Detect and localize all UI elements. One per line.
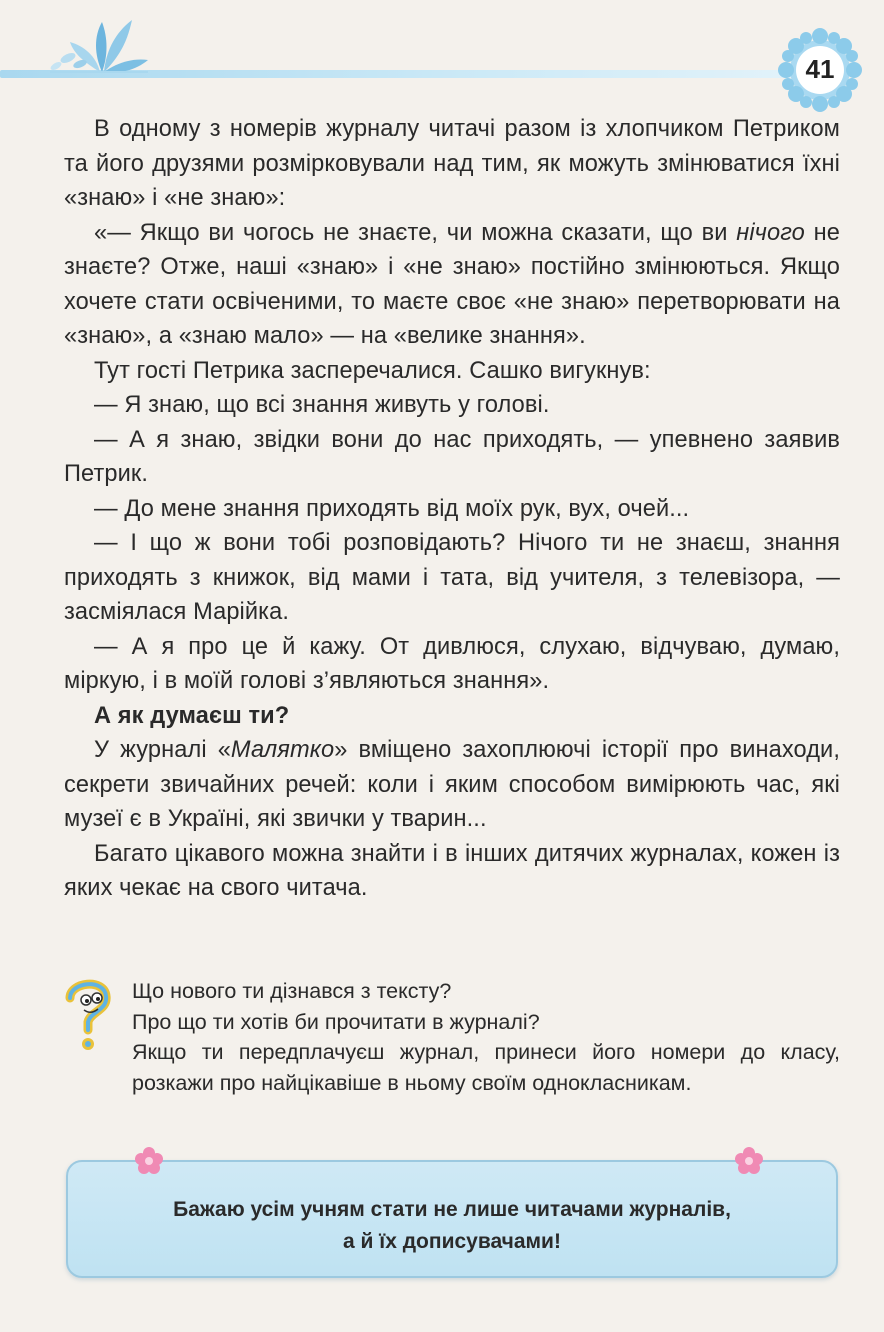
- closing-banner: [66, 1160, 838, 1278]
- page-number: 41: [805, 54, 835, 84]
- question-3: Якщо ти передплачуєш журнал, принеси його номери до класу, розкажи про найцікавіше в ньому своїм однокласникам.: [132, 1040, 840, 1095]
- banner-text: [68, 1194, 836, 1258]
- question-1: Що нового ти дізнався з тексту?: [132, 979, 452, 1003]
- section-heading: А як думаєш ти?: [94, 702, 290, 729]
- banner-line-2: а й їх дописувачами!: [343, 1230, 561, 1253]
- flower-icon-right: [734, 1146, 764, 1176]
- dialogue-line-3: — До мене знання приходять від моїх рук, вух, очей...: [94, 495, 690, 522]
- paragraph-malyatko: У журналі «Малятко» вміщено захоплюючі історії про винаходи, секрети звичайних речей: коли і яким способом вимірюють час, які музеї є в Україні, які звички у тварин...: [64, 737, 840, 832]
- flower-icon-left: [134, 1146, 164, 1176]
- banner-line-1: Бажаю усім учням стати не лише читачами журналів,: [173, 1198, 731, 1221]
- paragraph-quote-start: «— Якщо ви чогось не знаєте, чи можна сказати, що ви нічого не знаєте? Отже, наші «знаю» і «не знаю» постійно змінюються. Якщо хочете стати освіченими, то маєте своє «не знаю» перетворювати на «знаю», а «знаю мало» — на «велике знання».: [64, 219, 840, 349]
- question-2: Про що ти хотів би прочитати в журналі?: [132, 1009, 540, 1034]
- dialogue-line-2: — А я знаю, звідки вони до нас приходять, — упевнено заявив Петрик.: [64, 426, 840, 487]
- page-number-badge: [778, 28, 862, 112]
- dialogue-line-5: — А я про це й кажу. От дивлюся, слухаю, відчуваю, думаю, міркую, і в моїй голові з’являються знання».: [64, 633, 840, 694]
- paragraph-other-magazines: Багато цікавого можна знайти і в інших дитячих журналах, кожен із яких чекає на свого читача.: [64, 840, 840, 901]
- dialogue-line-1: — Я знаю, що всі знання живуть у голові.: [94, 392, 550, 418]
- paragraph-intro: В одному з номерів журналу читачі разом із хлопчиком Петриком та його друзями розмірковували над тим, як можуть змінюватися їхні «знаю» і «не знаю»:: [64, 116, 840, 211]
- dialogue-line-4: — І що ж вони тобі розповідають? Нічого ти не знаєш, знання приходять з книжок, від мами і тата, від учителя, з телевізора, — засміялася Марійка.: [64, 530, 840, 625]
- paragraph-dispute: Тут гості Петрика засперечалися. Сашко вигукнув:: [94, 357, 651, 384]
- italic-word: нічого: [736, 219, 805, 246]
- leaf-ornament-icon: [44, 14, 154, 78]
- magazine-title: Малятко: [230, 737, 335, 763]
- question-mark-icon: [60, 976, 116, 1056]
- questions-block: [132, 976, 840, 1098]
- main-text: [64, 112, 840, 906]
